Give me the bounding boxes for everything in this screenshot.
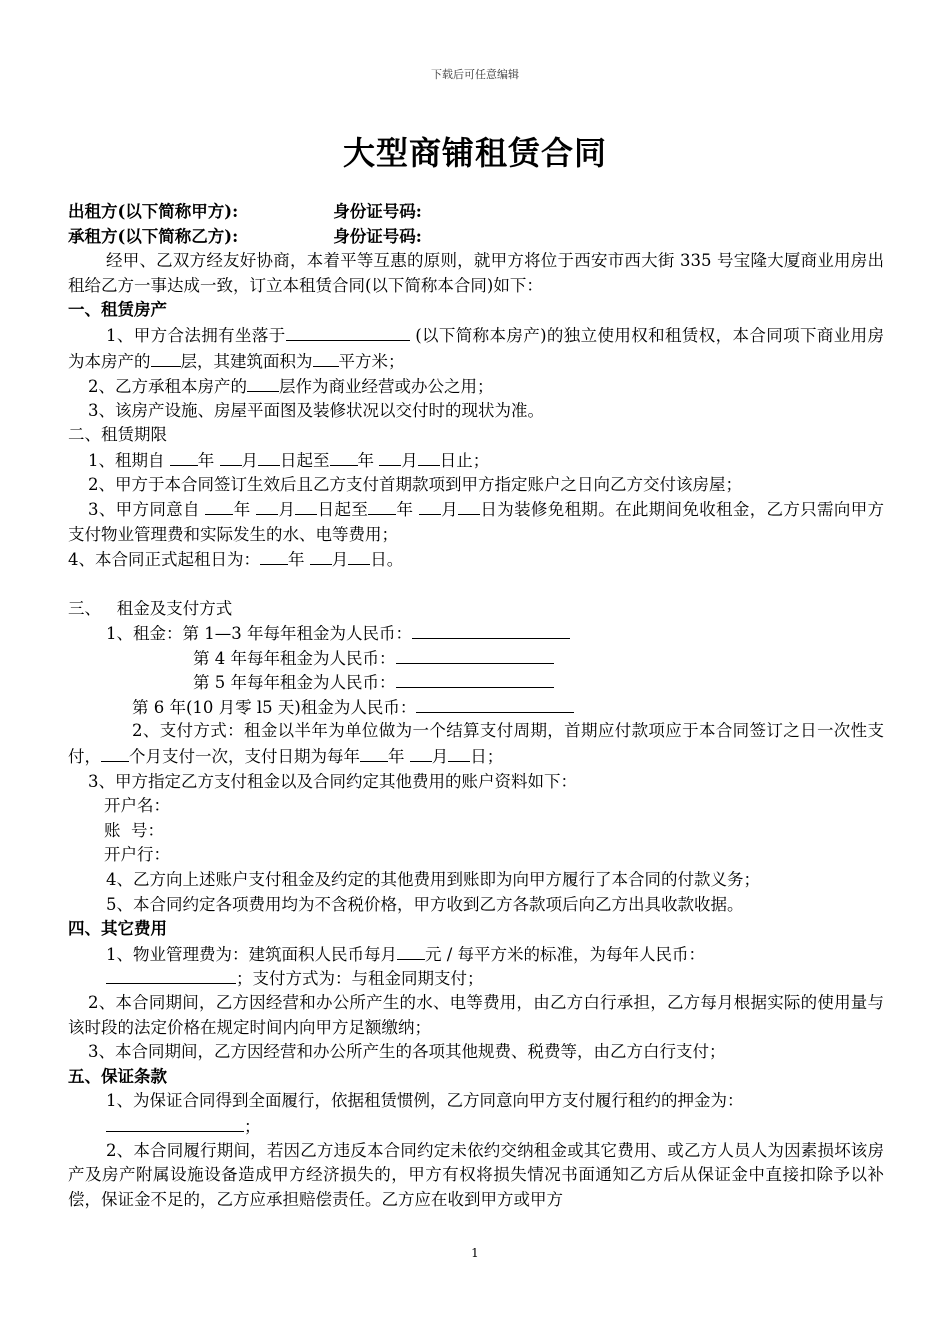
s1-clause-3: 3、该房产设施、房屋平面图及装修状况以交付时的现状为准。 — [88, 400, 544, 420]
lessor-line — [68, 200, 884, 225]
s3-clause-4: 4、乙方向上述账户支付租金及约定的其他费用到账即为向甲方履行了本合同的付款义务； — [106, 870, 760, 890]
blank-field — [368, 497, 396, 515]
blank-field — [151, 349, 181, 367]
blank-field — [397, 942, 425, 960]
contract-title: 大型商铺租赁合同 — [342, 134, 607, 172]
blank-field — [412, 621, 570, 639]
blank-field — [295, 497, 317, 515]
blank-field — [448, 744, 470, 762]
s2-clause-2: 2、甲方于本合同签订生效后且乙方支付首期款项到甲方指定账户之日向乙方交付该房屋； — [88, 474, 742, 494]
page-number: 1 — [471, 1246, 479, 1260]
blank-field — [106, 1114, 244, 1132]
blank-field — [410, 744, 432, 762]
s4-clause-2: 2、本合同期间，乙方因经营和办公所产生的水、电等费用，由乙方白行承担，乙方每月根据实际的使用量与该时段的法定价格在规定时间内向甲方足额缴纳； — [68, 993, 884, 1037]
blank-field — [313, 349, 339, 367]
blank-field — [379, 448, 401, 466]
account-name: 开户名： — [104, 796, 170, 816]
blank-field — [310, 547, 332, 565]
lessee-label: 承租方(以下简称乙方): — [68, 226, 239, 246]
s3-rent-2: 第 4 年每年租金为人民币： — [68, 646, 884, 671]
section-2-heading: 二、租赁期限 — [68, 425, 167, 445]
intro-paragraph: 经甲、乙双方经友好协商，本着平等互惠的原则，就甲方将位于西安市西大街 335 号宝隆大厦商业用房出租给乙方一事达成一致，订立本租赁合同(以下简称本合同)如下： — [68, 251, 884, 295]
s3-clause-2: 2、支付方式：租金以半年为单位做为一个结算支付周期，首期应付款项应于本合同签订之日一次性支付， 个月支付一次，支付日期为每年 年 月 日； — [68, 721, 884, 767]
s2-clause-4: 4、本合同正式起租日为： 年 月 日。 — [68, 547, 884, 572]
s4-clause-1-cont: ；支付方式为：与租金同期支付； — [68, 966, 884, 991]
blank-field — [260, 547, 288, 565]
s3-rent-4: 第 6 年(10 月零 l5 天)租金为人民币： — [68, 695, 884, 720]
s2-clause-3: 3、甲方同意自 年 月 日起至 年 月 日为装修免租期。在此期间免收租金，乙方只需向甲方支付物业管理费和实际发生的水、电等费用； — [68, 497, 884, 547]
s1-clause-1: 1、甲方合法拥有坐落于 (以下简称本房产)的独立使用权和租赁权，本合同项下商业用房为本房产的 层，其建筑面积为 平方米； — [68, 323, 884, 374]
blank-field — [205, 497, 233, 515]
s5-clause-2: 2、本合同履行期间，若因乙方违反本合同约定未依约交纳租金或其它费用、或乙方人员人为因素损坏该房产及房产附属设施设备造成甲方经济损失的，甲方有权将损失情况书面通知乙方后从保证金中直接扣除予以补偿，保证金不足的，乙方应承担赔偿责任。乙方应在收到甲方或甲方 — [68, 1140, 884, 1209]
section-4-heading: 四、其它费用 — [68, 919, 167, 939]
blank-field — [360, 744, 388, 762]
contract-body — [68, 200, 884, 1212]
section-3-heading: 三、 租金及支付方式 — [68, 598, 233, 618]
lessee-line — [68, 225, 884, 250]
s5-clause-1-cont: ； — [68, 1114, 884, 1139]
s4-clause-3: 3、本合同期间，乙方因经营和办公所产生的各项其他规费、税费等，由乙方白行支付； — [88, 1042, 726, 1062]
blank-field — [247, 374, 279, 392]
blank-field — [330, 448, 358, 466]
blank-field — [418, 448, 440, 466]
section-1-heading: 一、租赁房产 — [68, 300, 167, 320]
blank-field — [170, 448, 198, 466]
blank-field — [396, 670, 554, 688]
blank-field — [419, 497, 441, 515]
s3-clause-3: 3、甲方指定乙方支付租金以及合同约定其他费用的账户资料如下： — [88, 771, 577, 791]
blank-field — [348, 547, 370, 565]
s5-clause-1: 1、为保证合同得到全面履行，依据租赁惯例，乙方同意向甲方支付履行租约的押金为： — [106, 1091, 744, 1111]
s4-clause-1: 1、物业管理费为：建筑面积人民币每月 元 / 每平方米的标准，为每年人民币： — [68, 942, 884, 967]
section-5-heading: 五、保证条款 — [68, 1066, 167, 1086]
account-bank: 开户行： — [104, 845, 170, 865]
blank-field — [101, 744, 129, 762]
account-number: 账 号： — [104, 820, 164, 840]
s3-rent-1: 1、租金：第 1—3 年每年租金为人民币： — [68, 621, 884, 646]
blank-field — [416, 695, 574, 713]
s1-clause-2: 2、乙方承租本房产的 层作为商业经营或办公之用； — [68, 374, 884, 399]
lessor-label: 出租方(以下简称甲方): — [68, 202, 239, 221]
blank-field — [458, 497, 480, 515]
lessee-id-label: 身份证号码: — [333, 226, 422, 246]
s2-clause-1: 1、租期自 年 月 日起至 年 月 日止； — [68, 448, 884, 473]
blank-field — [220, 448, 242, 466]
lessor-id-label: 身份证号码: — [333, 202, 422, 221]
s3-rent-3: 第 5 年每年租金为人民币： — [68, 670, 884, 695]
blank-field — [286, 323, 410, 341]
blank-field — [106, 966, 236, 984]
blank-field — [256, 497, 278, 515]
blank-field — [258, 448, 280, 466]
header-note: 下载后可任意编辑 — [431, 68, 519, 81]
s3-clause-5: 5、本合同约定各项费用均为不含税价格，甲方收到乙方各款项后向乙方出具收款收据。 — [106, 894, 744, 914]
blank-field — [396, 646, 554, 664]
